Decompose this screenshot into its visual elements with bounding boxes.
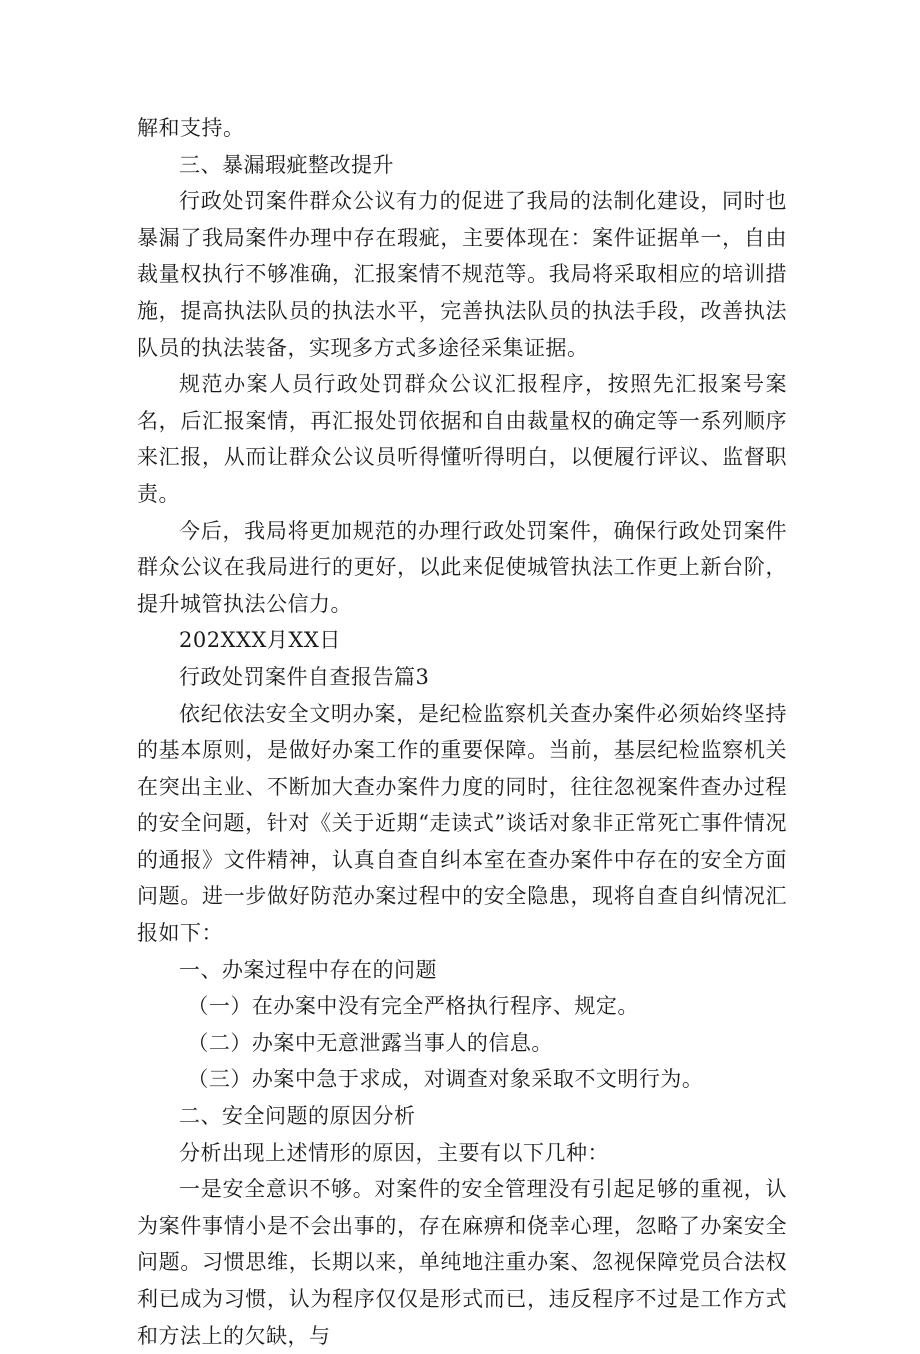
paragraph: 行政处罚案件群众公议有力的促进了我局的法制化建设，同时也暴漏了我局案件办理中存在瑕疵，主要体现在：案件证据单一，自由裁量权执行不够准确，汇报案情不规范等。我局将采取相应的培训措施，提高执法队员的执法水平，完善执法队员的执法手段，改善执法队员的执法装备，实现多方式多途径采集证据。 (137, 189, 787, 360)
section-heading: 二、安全问题的原因分析 (179, 1104, 416, 1129)
paragraph: 今后，我局将更加规范的办理行政处罚案件，确保行政处罚案件群众公议在我局进行的更好，以此来促使城管执法工作更上新台阶，提升城管执法公信力。 (137, 518, 787, 616)
date-line: 202XXX月XX日 (179, 628, 341, 653)
list-item: （三）办案中急于求成，对调查对象采取不文明行为。 (187, 1067, 704, 1092)
list-item: （二）办案中无意泄露当事人的信息。 (187, 1030, 553, 1055)
report-title: 行政处罚案件自查报告篇3 (179, 664, 430, 689)
paragraph: 解和支持。 (137, 116, 245, 140)
paragraph: 一是安全意识不够。对案件的安全管理没有引起足够的重视，认为案件事情小是不会出事的，存在麻痹和侥幸心理，忽略了办案安全问题。习惯思维，长期以来，单纯地注重办案、忽视保障党员合法权利已成为习惯，认为程序仅仅是形式而已，违反程序不过是工作方式和方法上的欠缺，与 (137, 1177, 787, 1348)
paragraph: 规范办案人员行政处罚群众公议汇报程序，按照先汇报案号案名，后汇报案情，再汇报处罚依据和自由裁量权的确定等一系列顺序来汇报，从而让群众公议员听得懂听得明白，以便履行评议、监督职责。 (137, 372, 787, 506)
list-item: （一）在办案中没有完全严格执行程序、规定。 (187, 994, 639, 1019)
section-heading: 一、办案过程中存在的问题 (179, 957, 437, 982)
section-heading: 三、暴漏瑕疵整改提升 (179, 152, 394, 177)
paragraph: 分析出现上述情形的原因，主要有以下几种： (179, 1140, 609, 1165)
document-body (137, 110, 787, 1354)
paragraph: 依纪依法安全文明办案，是纪检监察机关查办案件必须始终坚持的基本原则，是做好办案工作的重要保障。当前，基层纪检监察机关在突出主业、不断加大查办案件力度的同时，往往忽视案件查办过程的安全问题，针对《关于近期“走读式”谈话对象非正常死亡事件情况的通报》文件精神，认真自查自纠本室在查办案件中存在的安全方面问题。进一步做好防范办案过程中的安全隐患，现将自查自纠情况汇报如下： (137, 701, 787, 946)
